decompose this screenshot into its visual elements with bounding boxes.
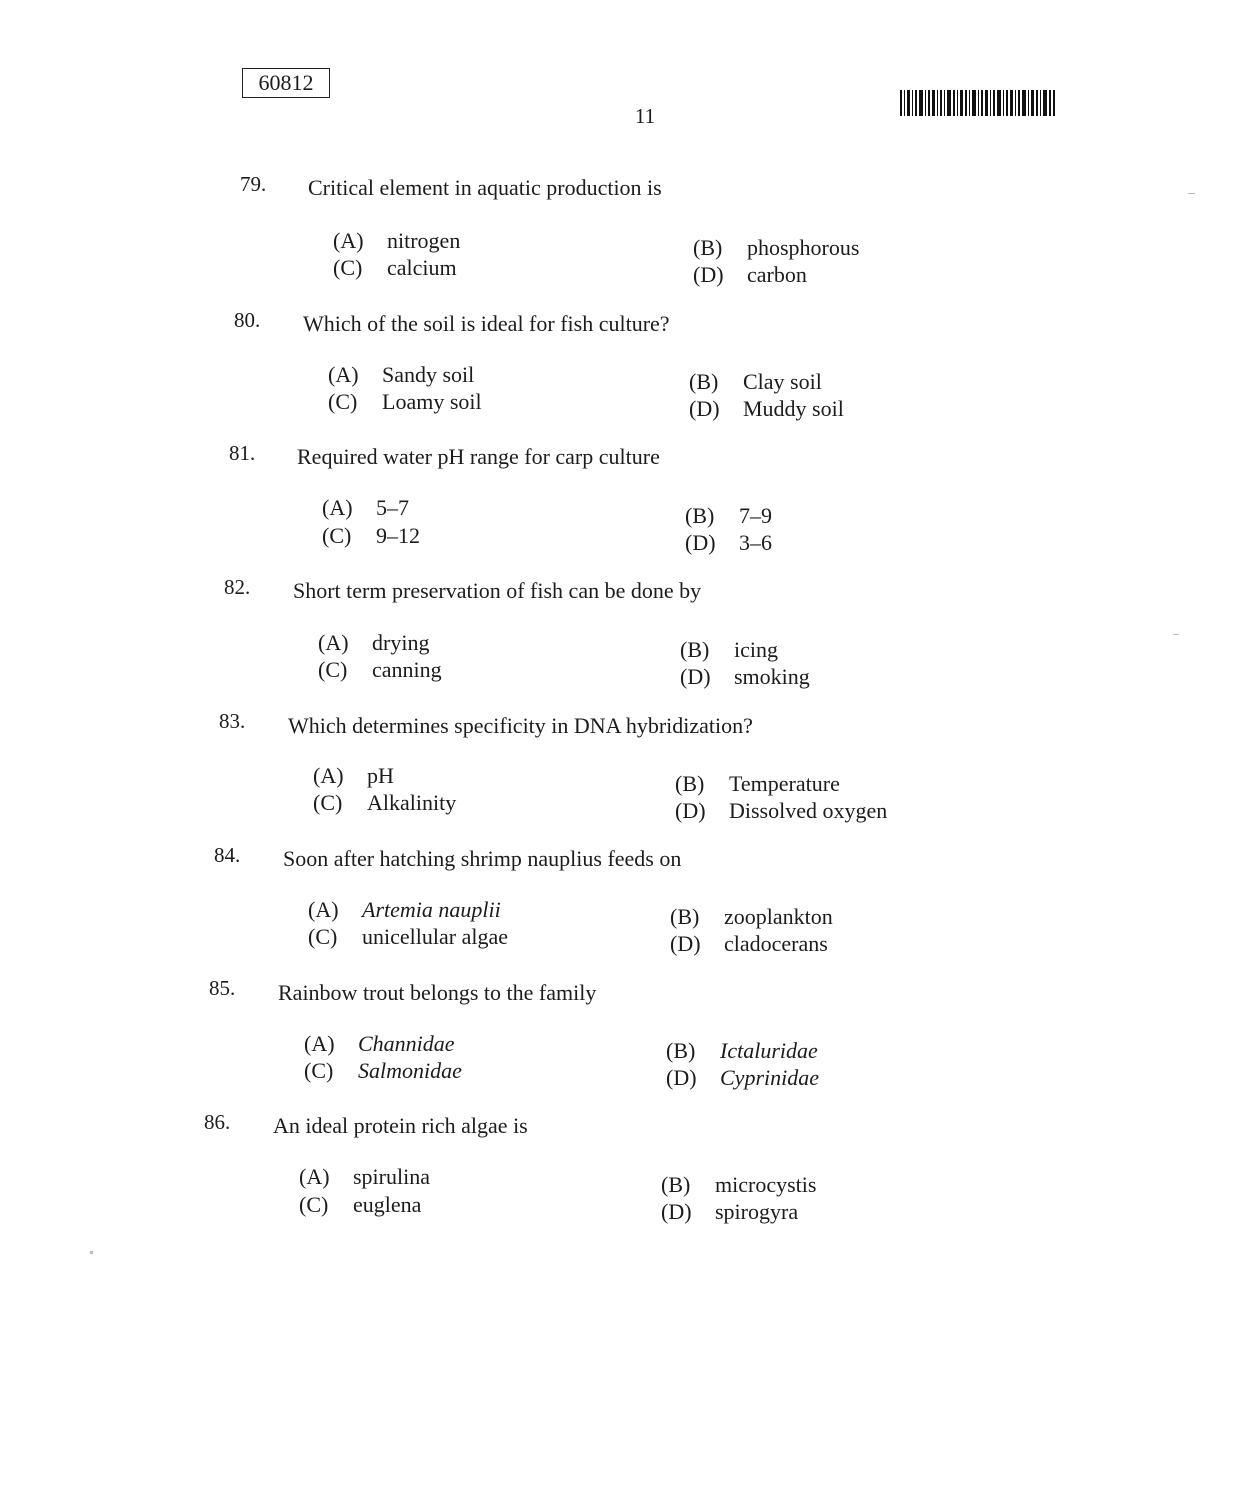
option-text: spirulina [353,1164,430,1189]
question-text: Soon after hatching shrimp nauplius feeds on [283,846,682,871]
option-label: (D) [675,798,706,823]
option-text: Clay soil [743,369,822,394]
scan-speck [90,1251,93,1254]
option-text: Dissolved oxygen [729,798,888,823]
option-label: (C) [304,1058,334,1083]
question-text: Required water pH range for carp culture [297,444,660,469]
option-text: Alkalinity [367,790,457,815]
question-text: An ideal protein rich algae is [273,1113,528,1138]
option-text: Sandy soil [382,362,475,387]
option-label: (D) [693,262,724,287]
option-b [693,235,859,261]
option-text: spirogyra [715,1199,799,1224]
option-text: Muddy soil [743,396,844,421]
option-label: (D) [661,1199,692,1224]
option-text: Ictaluridae [720,1038,818,1063]
option-label: (D) [666,1065,697,1090]
option-text: drying [372,630,430,655]
option-b [685,503,772,529]
option-b [661,1172,816,1198]
option-d [670,931,828,957]
option-c [328,389,482,415]
option-a [308,897,501,923]
option-c [304,1058,462,1084]
option-d [693,262,807,288]
option-text: calcium [387,255,457,280]
option-label: (B) [675,771,705,796]
question-number: 80. [234,308,261,332]
question-text: Rainbow trout belongs to the family [278,980,597,1005]
question-number: 84. [214,843,241,867]
option-text: 9–12 [376,523,420,548]
option-a [328,362,474,388]
option-a [333,228,460,254]
option-label: (B) [670,904,700,929]
option-a [304,1031,455,1057]
option-d [685,530,772,556]
option-label: (C) [299,1192,329,1217]
option-text: smoking [734,664,810,689]
option-a [313,763,394,789]
option-label: (A) [328,362,359,387]
option-c [322,523,420,549]
option-c [313,790,456,816]
option-text: Channidae [358,1031,455,1056]
option-c [333,255,457,281]
option-label: (A) [322,495,353,520]
question-number: 85. [209,976,236,1000]
question-number: 79. [240,172,267,196]
option-label: (C) [328,389,358,414]
option-text: cladocerans [724,931,828,956]
option-text: Salmonidae [358,1058,462,1083]
question-text: Which determines specificity in DNA hybridization? [288,713,753,738]
option-text: 5–7 [376,495,409,520]
option-label: (B) [689,369,719,394]
option-text: 3–6 [739,530,772,555]
option-d [661,1199,798,1225]
option-d [666,1065,819,1091]
option-label: (C) [308,924,338,949]
question-number: 81. [229,441,256,465]
option-label: (C) [318,657,348,682]
paper-code: 60812 [242,68,330,98]
option-c [318,657,442,683]
option-text: canning [372,657,442,682]
option-text: carbon [747,262,807,287]
question-text: Which of the soil is ideal for fish culture? [303,311,670,336]
option-text: phosphorous [747,235,860,260]
option-b [689,369,822,395]
option-text: pH [367,763,394,788]
question-text: Short term preservation of fish can be done by [293,578,702,603]
option-label: (D) [680,664,711,689]
question-number: 82. [224,575,251,599]
option-label: (B) [693,235,723,260]
option-label: (A) [333,228,364,253]
option-label: (B) [661,1172,691,1197]
option-c [299,1192,421,1218]
option-b [670,904,833,930]
option-label: (C) [333,255,363,280]
option-label: (A) [308,897,339,922]
option-b [666,1038,818,1064]
option-text: icing [734,637,778,662]
question-number: 86. [204,1110,231,1134]
option-d [675,798,887,824]
option-label: (B) [666,1038,696,1063]
option-label: (A) [318,630,349,655]
page-number: 11 [634,104,656,128]
option-text: Loamy soil [382,389,482,414]
option-text: zooplankton [724,904,833,929]
scan-speck [1173,634,1179,635]
option-a [318,630,429,656]
option-label: (C) [322,523,352,548]
option-text: microcystis [715,1172,817,1197]
scan-speck [1188,193,1195,194]
option-text: euglena [353,1192,422,1217]
option-label: (D) [685,530,716,555]
option-d [680,664,810,690]
option-label: (B) [680,637,710,662]
option-label: (C) [313,790,343,815]
option-text: Cyprinidae [720,1065,819,1090]
option-label: (A) [304,1031,335,1056]
question-text: Critical element in aquatic production is [308,175,662,200]
option-d [689,396,844,422]
option-label: (D) [670,931,701,956]
option-c [308,924,508,950]
question-number: 83. [219,709,246,733]
option-text: nitrogen [387,228,461,253]
option-text: 7–9 [739,503,772,528]
option-label: (D) [689,396,720,421]
option-b [680,637,778,663]
option-label: (A) [299,1164,330,1189]
option-label: (A) [313,763,344,788]
option-text: Temperature [729,771,840,796]
option-a [322,495,409,521]
option-label: (B) [685,503,715,528]
option-text: Artemia nauplii [362,897,501,922]
option-a [299,1164,430,1190]
option-b [675,771,840,797]
option-text: unicellular algae [362,924,508,949]
